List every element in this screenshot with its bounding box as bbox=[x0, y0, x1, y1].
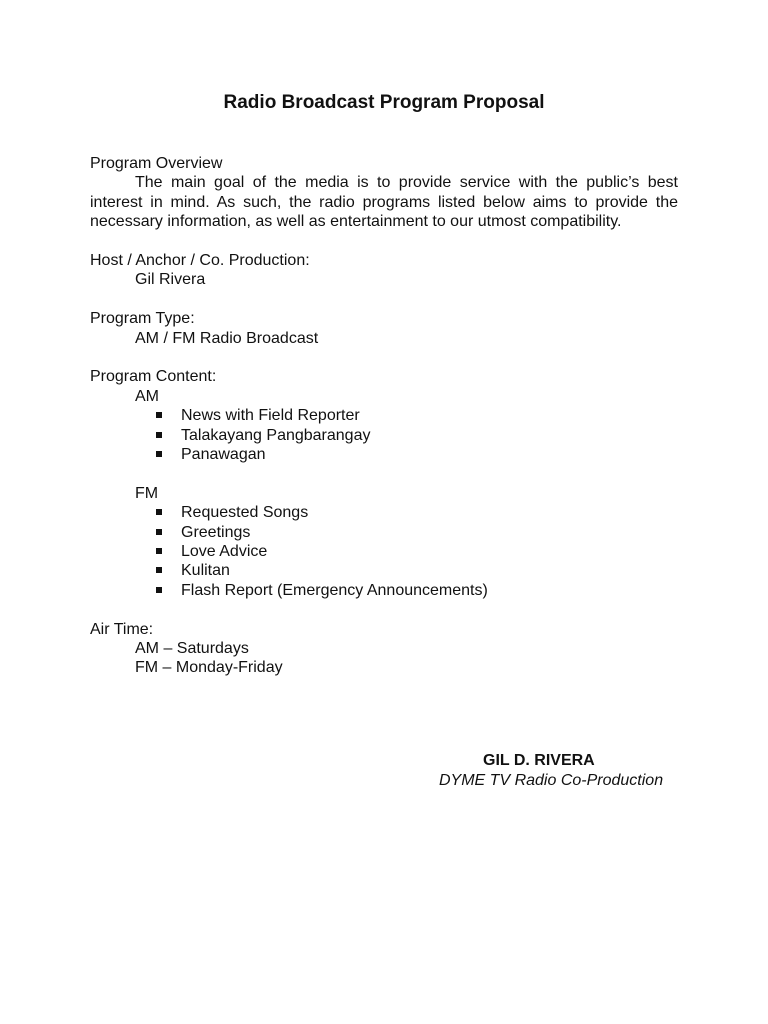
air-time-am: AM – Saturdays bbox=[135, 640, 249, 658]
square-bullet-icon bbox=[156, 529, 162, 535]
spacer bbox=[90, 290, 678, 309]
spacer bbox=[90, 600, 678, 619]
fm-list bbox=[90, 503, 678, 600]
list-item-text: News with Field Reporter bbox=[181, 407, 360, 425]
square-bullet-icon bbox=[156, 451, 162, 457]
am-list bbox=[90, 406, 678, 464]
document-title: Radio Broadcast Program Proposal bbox=[223, 92, 545, 113]
spacer bbox=[90, 232, 678, 251]
program-type-heading: Program Type: bbox=[90, 310, 195, 328]
air-time-fm: FM – Monday-Friday bbox=[135, 659, 283, 677]
list-item-text: Love Advice bbox=[181, 543, 268, 561]
list-item bbox=[156, 581, 678, 600]
signature-organization: DYME TV Radio Co-Production bbox=[439, 772, 664, 789]
list-item-text: Requested Songs bbox=[181, 504, 309, 522]
list-item-text: Panawagan bbox=[181, 446, 266, 464]
program-content-heading: Program Content: bbox=[90, 368, 217, 386]
square-bullet-icon bbox=[156, 548, 162, 554]
overview-heading: Program Overview bbox=[90, 155, 223, 172]
square-bullet-icon bbox=[156, 567, 162, 573]
list-item-text: Kulitan bbox=[181, 562, 230, 580]
list-item-text: Talakayang Pangbarangay bbox=[181, 426, 371, 444]
list-item-text: Greetings bbox=[181, 523, 251, 541]
list-item bbox=[156, 542, 678, 561]
list-item bbox=[156, 503, 678, 522]
list-item bbox=[156, 426, 678, 445]
program-type-value: AM / FM Radio Broadcast bbox=[135, 329, 319, 347]
list-item bbox=[156, 445, 678, 464]
overview-line-1: The main goal of the media is to provide service with the public’s best bbox=[135, 174, 678, 192]
list-item bbox=[156, 561, 678, 580]
spacer bbox=[90, 464, 678, 483]
list-item bbox=[156, 406, 678, 425]
square-bullet-icon bbox=[156, 509, 162, 515]
am-label: AM bbox=[135, 387, 159, 405]
square-bullet-icon bbox=[156, 432, 162, 438]
air-time-heading: Air Time: bbox=[90, 620, 154, 638]
list-item bbox=[156, 523, 678, 542]
spacer bbox=[90, 348, 678, 367]
list-item-text: Flash Report (Emergency Announcements) bbox=[181, 581, 488, 599]
fm-label: FM bbox=[135, 484, 159, 502]
square-bullet-icon bbox=[156, 412, 162, 418]
host-value: Gil Rivera bbox=[135, 271, 206, 289]
signature-name: GIL D. RIVERA bbox=[483, 752, 595, 769]
host-heading: Host / Anchor / Co. Production: bbox=[90, 252, 310, 270]
square-bullet-icon bbox=[156, 587, 162, 593]
overview-line-2: interest in mind. As such, the radio programs listed below aims to provide the bbox=[90, 193, 678, 211]
overview-line-3: necessary information, as well as entertainment to our utmost compatibility. bbox=[90, 213, 622, 231]
document-body bbox=[90, 154, 678, 678]
